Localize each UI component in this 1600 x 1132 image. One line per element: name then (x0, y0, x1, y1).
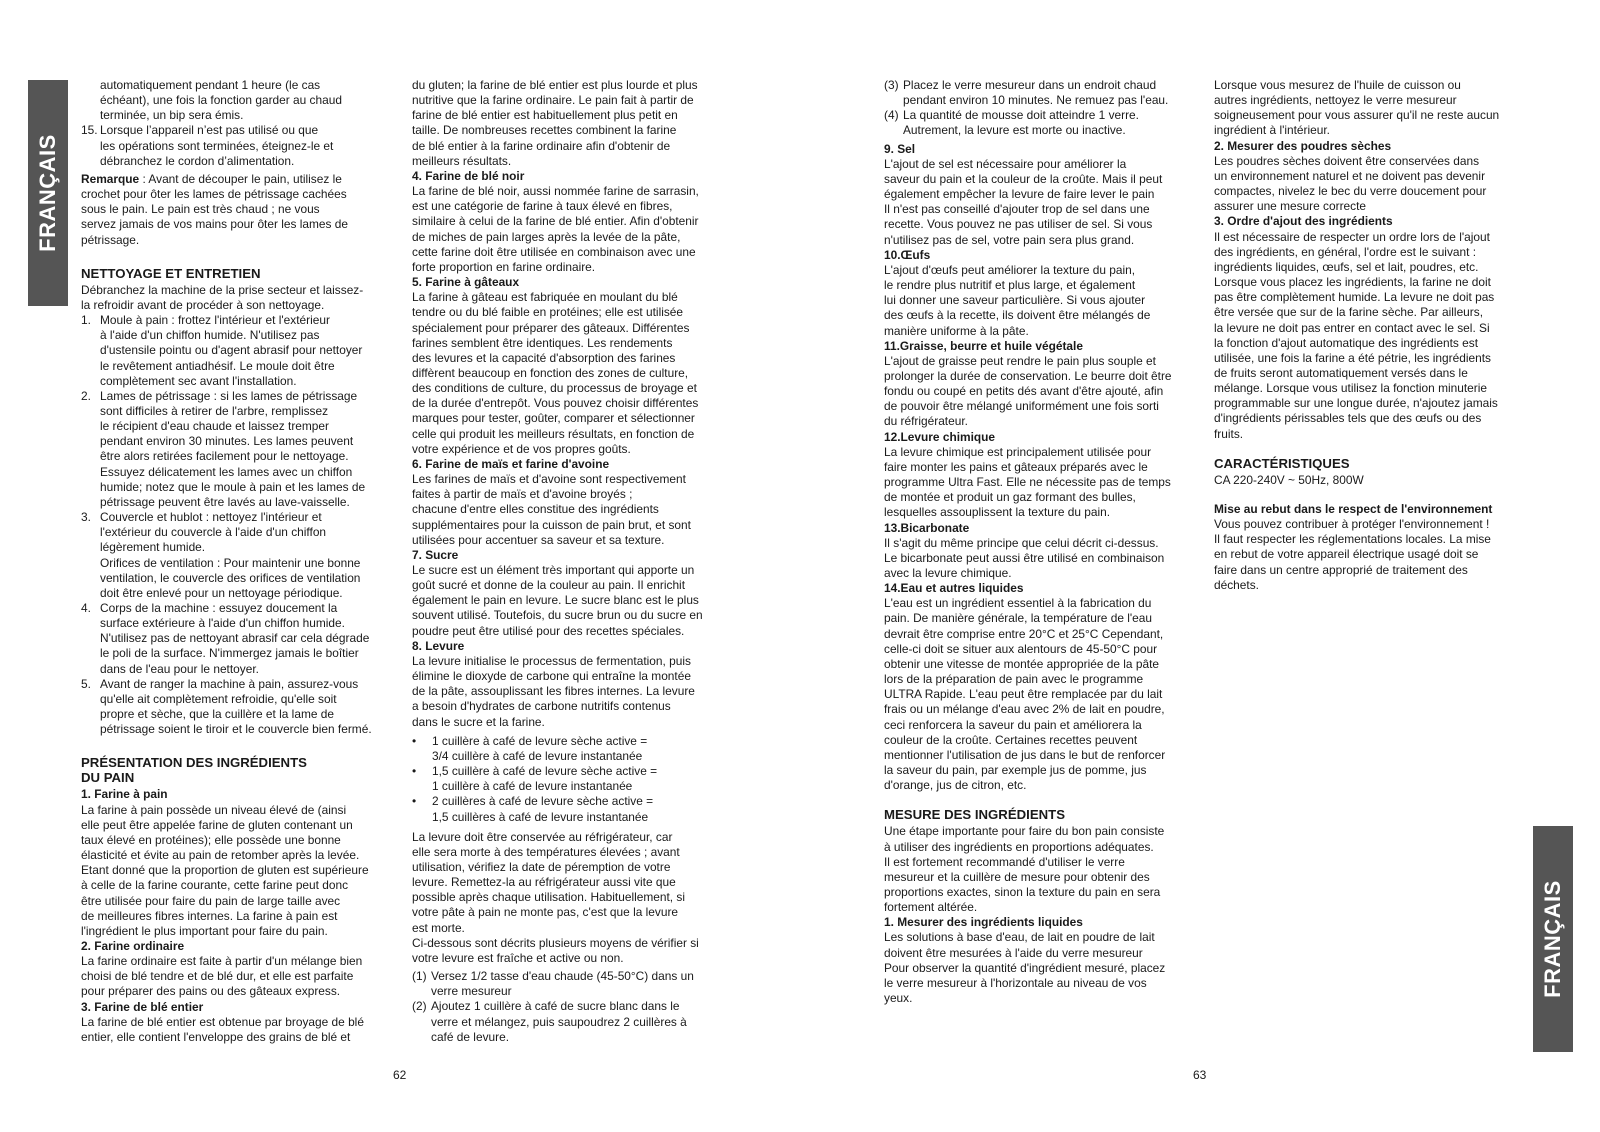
text-line: du gluten; la farine de blé entier est plus lourde et plus (412, 78, 698, 92)
list-item (81, 313, 403, 328)
text-line: déchets. (1214, 577, 1259, 592)
text-line: souvent utilisé. Toutefois, du sucre brun ou du sucre en (412, 608, 703, 623)
bullet-icon: • (412, 794, 417, 809)
subheading: Mise au rebut dans le respect de l'environnement (1214, 501, 1493, 516)
text-line: Vous pouvez contribuer à protéger l'environnement ! (1214, 517, 1490, 532)
text-line: Orifices de ventilation : Pour maintenir une bonne (100, 555, 361, 570)
text-line: a besoin d'hydrates de carbone nutritifs contenus (412, 699, 671, 714)
text-line: Débranchez la machine de la prise secteur et laissez- (81, 282, 364, 297)
text-line: doit être enlevé pour un nettoyage périodique. (100, 585, 343, 600)
text-line: frais ou un mélange d'eau avec 2% de lait en poudre, (884, 702, 1165, 717)
text-line: des œufs à la recette, ils doivent être mélangés de (884, 308, 1151, 323)
text-line: Une étape importante pour faire du bon pain consiste (884, 824, 1165, 839)
text-line: de pouvoir être mélangé uniformément une fois sorti (884, 399, 1159, 414)
text-line: levure. Remettez-la au réfrigérateur aussi vite que (412, 875, 676, 890)
subheading: 14.Eau et autres liquides (884, 581, 1024, 596)
page-number-left: 62 (393, 1068, 407, 1082)
text-line: faire dans un centre approprié de traitement des (1214, 562, 1468, 577)
column-2 (412, 78, 734, 1045)
text-line: Corps de la machine : essuyez doucement la (100, 601, 338, 615)
list-item (412, 969, 734, 984)
bullet-item (412, 764, 734, 779)
text-line: possible après chaque utilisation. Habituellement, si (412, 890, 685, 905)
text-line: Les solutions à base d'eau, de lait en poudre de lait (884, 930, 1155, 945)
text-line: la fonction d'ajout automatique des ingrédients est (1214, 335, 1479, 350)
text-line: N'utilisez pas de nettoyant abrasif car cela dégrade (100, 631, 370, 646)
text-line: la levure ne doit pas entrer en contact avec le sel. Si (1214, 320, 1490, 335)
list-number: 5. (81, 676, 91, 691)
remark (81, 172, 403, 187)
text-line: de blé entier à la farine ordinaire afin d'obtenir de (412, 138, 671, 153)
text-line: de la durée d'entrepôt. Vous pouvez choisir différentes (412, 396, 699, 411)
page-number-right: 63 (1193, 1068, 1207, 1082)
list-number: 1. (81, 313, 91, 328)
text-line: faites à partir de maïs et d'avoine broyés ; (412, 487, 633, 502)
text-line: La levure chimique est principalement utilisée pour (884, 444, 1152, 459)
section-heading: MESURE DES INGRÉDIENTS (884, 807, 1065, 823)
text-line: à utiliser des ingrédients en proportions adéquates. (884, 839, 1154, 854)
text-line: également le pain en levure. Le sucre blanc est le plus (412, 593, 699, 608)
text-line: pour préparer des pains ou des gâteaux express. (81, 984, 341, 999)
text-line: d'ingrédients périssables tels que des œufs ou des (1214, 411, 1482, 426)
text-line: est une catégorie de farine à taux élevé en fibres, (412, 199, 673, 214)
text-line: fondu ou coupé en petits dés avant d'être ajouté, afin (884, 384, 1164, 399)
text-line: n'utilisez pas de sel, votre pain sera plus grand. (884, 232, 1135, 247)
text-line: celle qui produit les meilleurs résultats, en fonction de (412, 426, 695, 441)
bullet-icon: • (412, 764, 417, 779)
text-line: forte proportion en farine ordinaire. (412, 259, 596, 274)
specifications: CA 220-240V ~ 50Hz, 800W (1214, 472, 1364, 487)
text-line: cette farine doit être utilisée en combinaison avec une (412, 244, 696, 259)
subheading: 3. Ordre d'ajout des ingrédients (1214, 214, 1393, 229)
text-line: manière uniforme à la pâte. (884, 323, 1029, 338)
text-line: fruits. (1214, 426, 1244, 441)
subheading: 11.Graisse, beurre et huile végétale (884, 338, 1083, 353)
text-line: lors de la préparation de pain avec le programme (884, 672, 1144, 687)
text-line: ventilation, le couvercle des orifices de ventilation (100, 570, 361, 585)
bullet-item (412, 734, 734, 749)
text-line: Il est fortement recommandé d'utiliser le verre (884, 854, 1125, 869)
text-line: lui donner une saveur particulière. Si vous ajouter (884, 293, 1146, 308)
text-line: couleur de la croûte. Certaines recettes peuvent (884, 732, 1138, 747)
text-line: dans le sucre et la farine. (412, 714, 545, 729)
text-line: Ci-dessous sont décrits plusieurs moyens de vérifier si (412, 935, 699, 950)
text-line: programmable sur une longue durée, n'ajoutez jamais (1214, 396, 1498, 411)
column-3 (884, 78, 1206, 1006)
text-line: Etant donné que la proportion de gluten est supérieure (81, 863, 369, 878)
subheading: 5. Farine à gâteaux (412, 275, 520, 290)
subheading: 1. Mesurer des ingrédients liquides (884, 915, 1083, 930)
language-tab-left (28, 80, 68, 306)
text-line: humide; notez que le moule à pain et les lames de (100, 479, 366, 494)
subheading: 4. Farine de blé noir (412, 168, 525, 183)
text-line: La farine de blé entier est obtenue par broyage de blé (81, 1014, 364, 1029)
text-line: proportions exactes, sinon la texture du pain en sera (884, 884, 1161, 899)
text-line: élimine le dioxyde de carbone qui entraîne la montée (412, 669, 691, 684)
text-line: Les poudres sèches doivent être conservées dans (1214, 153, 1480, 168)
text-line: est morte. (412, 920, 465, 935)
text-line: ceci renforcera la saveur du pain et améliorera la (884, 717, 1142, 732)
text-line: élasticité et évite au pain de retomber après la levée. (81, 848, 360, 863)
text-line: elle sera morte à des températures élevées ; avant (412, 844, 680, 859)
text-line: Versez 1/2 tasse d'eau chaude (45-50°C) dans un (431, 969, 694, 984)
text-line: pétrissage soient le tiroir et le couvercle bien fermé. (100, 722, 372, 737)
text-line: l'ingrédient le plus important pour faire du pain. (81, 923, 328, 938)
text-line: recette. Vous pouvez ne pas utiliser de sel. Si vous (884, 217, 1153, 232)
text-line: meilleurs résultats. (412, 153, 512, 168)
bullet-icon: • (412, 733, 417, 748)
text-line: doivent être mesurées à l'aide du verre mesureur (884, 945, 1143, 960)
text-line: de fruits seront automatiquement versés dans le (1214, 365, 1468, 380)
text-line: Lorsque l’appareil n’est pas utilisé ou que (100, 123, 319, 138)
text-line: Couvercle et hublot : nettoyez l'intérieur et (100, 510, 322, 525)
text-line: légèrement humide. (100, 540, 206, 555)
list-number: (1) (412, 969, 427, 984)
text-line: Avant de ranger la machine à pain, assurez-vous (100, 676, 359, 691)
text-line: chacune d'entre elles constitue des ingrédients (412, 502, 659, 517)
text-line: votre levure est fraîche et active ou non. (412, 950, 624, 965)
text-line: taux élevé en protéines); elle possède une bonne (81, 832, 341, 847)
language-tab-label: FRANÇAIS (35, 134, 60, 252)
column-1 (81, 78, 403, 1045)
text-line: Le bicarbonate peut aussi être utilisé en combinaison (884, 550, 1165, 565)
text-line: des levures et la capacité d'absorption des farines (412, 350, 676, 365)
text-line: pendant environ 10 minutes. Ne remuez pas l'eau. (903, 93, 1169, 108)
text-line: Il n'est pas conseillé d'ajouter trop de sel dans une (884, 202, 1150, 217)
text-line: La levure initialise le processus de fermentation, puis (412, 653, 691, 668)
text-line: terminée, un bip sera émis. (100, 108, 244, 123)
text-line: sous le pain. Le pain est très chaud ; ne vous (81, 202, 320, 217)
list-item (81, 123, 403, 138)
text-line: L'ajout de graisse peut rendre le pain plus souple et (884, 353, 1156, 368)
text-line: Les farines de maïs et d'avoine sont respectivement (412, 472, 686, 487)
text-line: le récipient d'eau chaude et laissez tremper (100, 419, 329, 434)
text-line: saveur du pain et la couleur de la croûte. Mais il peut (884, 171, 1163, 186)
text-line: Essuyez délicatement les lames avec un chiffon (100, 464, 353, 479)
text-line: d'ustensile pointu ou d'agent abrasif pour nettoyer (100, 343, 363, 358)
text-line: La quantité de mousse doit atteindre 1 verre. (903, 108, 1139, 123)
text-line: utilisée, une fois la farine a été pétrie, les ingrédients (1214, 350, 1491, 365)
text-line: La levure doit être conservée au réfrigérateur, car (412, 829, 673, 844)
text-line: nutritive que la farine ordinaire. Le pain fait à partir de (412, 93, 694, 108)
subheading: 2. Farine ordinaire (81, 938, 185, 953)
text-line: du réfrigérateur. (884, 414, 968, 429)
text-line: La farine de blé noir, aussi nommée farine de sarrasin, (412, 184, 699, 199)
text-line: poudre peut être utilisé pour des recettes spéciales. (412, 623, 685, 638)
text-line: yeux. (884, 991, 913, 1006)
text-line: devrait être comprise entre 20°C et 25°C Cependant, (884, 626, 1164, 641)
list-number: (3) (884, 78, 899, 92)
text-line: 1,5 cuillère à café de levure sèche active = (432, 764, 658, 779)
text-line: 1,5 cuillères à café de levure instantanée (432, 809, 649, 824)
text-line: automatiquement pendant 1 heure (le cas (100, 78, 321, 92)
text-line: verre mesureur (431, 984, 512, 999)
text-line: crochet pour ôter les lames de pétrissage cachées (81, 187, 347, 202)
list-item (884, 108, 1206, 123)
text-line: Autrement, la levure est morte ou inactive. (903, 123, 1126, 138)
section-heading: DU PAIN (81, 770, 135, 786)
text-line: supplémentaires pour la cuisson de pain brut, et sont (412, 517, 691, 532)
text-line: pain. De manière générale, la température de l'eau (884, 611, 1152, 626)
section-heading: NETTOYAGE ET ENTRETIEN (81, 265, 261, 281)
text-line: des ingrédients, en général, l'ordre est le suivant : (1214, 244, 1477, 259)
list-item (81, 389, 403, 404)
list-item (81, 601, 403, 616)
subheading: 7. Sucre (412, 547, 459, 562)
text-line: : Avant de découper le pain, utilisez le (139, 171, 342, 186)
text-line: être utilisée pour faire du pain de large taille avec (81, 893, 341, 908)
text-line: votre expérience et de vos propres goûts. (412, 441, 631, 456)
text-line: Ajoutez 1 cuillère à café de sucre blanc dans le (431, 999, 680, 1014)
text-line: autres ingrédients, nettoyez le verre mesureur (1214, 93, 1457, 108)
subheading: 2. Mesurer des poudres sèches (1214, 138, 1392, 153)
text-line: diffèrent beaucoup en fonction des zones de culture, (412, 365, 689, 380)
text-line: Il faut respecter les réglementations locales. La mise (1214, 532, 1491, 547)
text-line: les opérations sont terminées, éteignez-le et (100, 138, 334, 153)
text-line: être alors retirées facilement pour le nettoyage. (100, 449, 349, 464)
list-number: 3. (81, 510, 91, 525)
text-line: entier, elle contient l'enveloppe des grains de blé et (81, 1029, 351, 1044)
text-line: ULTRA Rapide. L'eau peut être remplacée par du lait (884, 687, 1163, 702)
text-line: faire monter les pains et gâteaux préparés avec le (884, 459, 1148, 474)
text-line: en rebut de votre appareil électrique usagé doit se (1214, 547, 1479, 562)
text-line: verre et mélangez, puis saupoudrez 2 cuillères à (431, 1014, 687, 1029)
text-line: 2 cuillères à café de levure sèche active = (432, 794, 654, 809)
text-line: qu'elle ait complètement refroidie, qu'elle soit (100, 691, 337, 706)
text-line: votre pâte à pain ne monte pas, c'est que la levure (412, 905, 679, 920)
text-line: spécialement pour préparer des gâteaux. Différentes (412, 320, 690, 335)
text-line: Il est nécessaire de respecter un ordre lors de l'ajout (1214, 229, 1490, 244)
text-line: 1 cuillère à café de levure sèche active = (432, 733, 648, 748)
text-line: café de levure. (431, 1029, 509, 1044)
text-line: complètement sec avant l'installation. (100, 373, 297, 388)
text-line: utilisation, vérifiez la date de péremption de votre (412, 859, 671, 874)
text-line: dans de l'eau pour le nettoyer. (100, 661, 259, 676)
text-line: Placez le verre mesureur dans un endroit chaud (903, 78, 1157, 92)
text-line: surface extérieure à l'aide d'un chiffon humide. (100, 616, 345, 631)
text-line: mesureur et la cuillère de mesure pour obtenir des (884, 869, 1150, 884)
text-line: servez jamais de vos mains pour ôter les lames de (81, 217, 348, 232)
text-line: un environnement naturel et ne doivent pas devenir (1214, 168, 1486, 183)
text-line: mélange. Lorsque vous utilisez la fonction minuterie (1214, 381, 1487, 396)
text-line: celle-ci doit se situer aux alentours de 45-50°C pour (884, 641, 1158, 656)
text-line: La farine à gâteau est fabriquée en moulant du blé (412, 290, 678, 305)
text-line: pas être complètement humide. La levure ne doit pas (1214, 290, 1495, 305)
subheading: 12.Levure chimique (884, 429, 996, 444)
section-heading: PRÉSENTATION DES INGRÉDIENTS (81, 755, 307, 771)
text-line: le rendre plus nutritif et plus large, et également (884, 278, 1136, 293)
text-line: de la pâte, assouplissant les fibres internes. La levure (412, 684, 695, 699)
text-line: ingrédient à l'intérieur. (1214, 123, 1330, 138)
text-line: goût sucré et donne de la couleur au pain. Il enrichit (412, 578, 686, 593)
text-line: elle peut être appelée farine de gluten contenant un (81, 817, 353, 832)
text-line: pétrissage. (81, 232, 140, 247)
text-line: des conditions de culture, du processus de broyage et (412, 381, 697, 396)
language-tab-right (1533, 826, 1573, 1052)
subheading: 13.Bicarbonate (884, 520, 970, 535)
list-item (884, 78, 1206, 93)
subheading: 6. Farine de maïs et farine d'avoine (412, 456, 610, 471)
text-line: mentionner l'utilisation de jus dans le but de renforcer (884, 747, 1166, 762)
subheading: 9. Sel (884, 141, 916, 156)
text-line: échéant), une fois la fonction garder au chaud (100, 93, 342, 108)
text-line: le poli de la surface. N'immergez jamais le boîtier (100, 646, 359, 661)
text-line: pétrissage peuvent être lavés au lave-vaisselle. (100, 494, 350, 509)
list-item (81, 510, 403, 525)
text-line: la saveur du pain, par exemple jus de pomme, jus (884, 763, 1147, 778)
subheading: 3. Farine de blé entier (81, 999, 204, 1014)
text-line: d'orange, jus de citron, etc. (884, 778, 1027, 793)
text-line: soigneusement pour vous assurer qu'il ne reste aucun (1214, 108, 1500, 123)
text-line: La farine à pain possède un niveau élevé de (ainsi (81, 802, 347, 817)
text-line: Lorsque vous placez les ingrédients, la farine ne doit (1214, 275, 1491, 290)
text-line: débranchez le cordon d’alimentation. (100, 153, 295, 168)
bullet-item (412, 794, 734, 809)
text-line: Lorsque vous mesurez de l'huile de cuisson ou (1214, 78, 1461, 92)
text-line: marques pour tester, goûter, comparer et sélectionner (412, 411, 695, 426)
text-line: L'eau est un ingrédient essentiel à la fabrication du (884, 596, 1152, 611)
text-line: 1 cuillère à café de levure instantanée (432, 779, 633, 794)
text-line: 3/4 cuillère à café de levure instantanée (432, 748, 643, 763)
text-line: obtenir une vitesse de montée appropriée de la pâte (884, 656, 1159, 671)
list-item (412, 999, 734, 1014)
text-line: L'ajout d'œufs peut améliorer la texture du pain, (884, 262, 1136, 277)
text-line: à l'aide d'un chiffon humide. N'utilisez pas (100, 328, 320, 343)
text-line: de meilleures fibres internes. La farine à pain est (81, 908, 338, 923)
list-item (81, 677, 403, 692)
text-line: être versée que sur de la farine sèche. Par ailleurs, (1214, 305, 1484, 320)
subheading: 8. Levure (412, 638, 465, 653)
text-line: à celle de la farine courante, cette farine peut donc (81, 878, 349, 893)
text-line: pendant environ 30 minutes. Les lames peuvent (100, 434, 354, 449)
text-line: propre et sèche, que la cuillère et la lame de (100, 707, 334, 722)
list-number: 15. (81, 123, 98, 138)
text-line: de montée et produit un gaz formant des bulles, (884, 490, 1136, 505)
list-number: 2. (81, 388, 91, 403)
text-line: fortement altérée. (884, 900, 978, 915)
text-line: de miches de pain larges après la levée de la pâte, (412, 229, 681, 244)
text-line: La farine ordinaire est faite à partir d'un mélange bien (81, 954, 363, 969)
text-line: tendre ou du blé faible en protéines; elle est utilisée (412, 305, 684, 320)
text-line: similaire à celui de la farine de blé entier. Afin d'obtenir (412, 214, 699, 229)
text-line: Le sucre est un élément très important qui apporte un (412, 563, 695, 577)
text-line: L'ajout de sel est nécessaire pour améliorer la (884, 156, 1127, 171)
language-tab-label: FRANÇAIS (1540, 880, 1565, 998)
text-line: Lames de pétrissage : si les lames de pétrissage (100, 388, 358, 403)
text-line: assurer une mesure correcte (1214, 199, 1367, 214)
subheading: 10.Œufs (884, 247, 931, 262)
text-line: le revêtement antiadhésif. Le moule doit être (100, 358, 335, 373)
text-line: utilisées pour accentuer sa saveur et sa texture. (412, 532, 665, 547)
text-line: Il s'agit du même principe que celui décrit ci-dessus. (884, 535, 1159, 550)
text-line: avec la levure chimique. (884, 566, 1012, 580)
section-heading: CARACTÉRISTIQUES (1214, 455, 1350, 471)
text-line: choisi de blé tendre et de blé dur, et elle est parfaite (81, 969, 354, 984)
column-4 (1214, 78, 1536, 593)
list-number: (2) (412, 999, 427, 1014)
text-line: compactes, nivelez le bec du verre doucement pour (1214, 184, 1487, 199)
text-line: également empêcher la levure de faire lever le pain (884, 187, 1155, 202)
text-line: sont difficiles à retirer de l'arbre, remplissez (100, 403, 329, 418)
subheading: 1. Farine à pain (81, 787, 168, 802)
text-line: programme Ultra Fast. Elle ne nécessite pas de temps (884, 475, 1171, 490)
text-line: l'extérieur du couvercle à l'aide d'un chiffon (100, 525, 327, 540)
text-line: farines semblent être identiques. Les rendements (412, 335, 673, 350)
list-number: (4) (884, 108, 899, 123)
text-line: la refroidir avant de procéder à son nettoyage. (81, 297, 325, 312)
text-line: Pour observer la quantité d'ingrédient mesuré, placez (884, 960, 1166, 975)
remark-label: Remarque (81, 171, 140, 186)
text-line: taille. De nombreuses recettes combinent la farine (412, 123, 677, 138)
text-line: Moule à pain : frottez l'intérieur et l'extérieur (100, 313, 330, 328)
list-number: 4. (81, 601, 91, 615)
text-line: ingrédients liquides, œufs, sel et lait, poudres, etc. (1214, 259, 1479, 274)
text-line: farine de blé entier est habituellement plus petit en (412, 108, 678, 123)
text-line: lesquelles assouplissent la texture du pain. (884, 505, 1111, 520)
text-line: le verre mesureur à l'horizontale au niveau de vos (884, 975, 1147, 990)
text-line: prolonger la durée de conservation. Le beurre doit être (884, 368, 1172, 383)
